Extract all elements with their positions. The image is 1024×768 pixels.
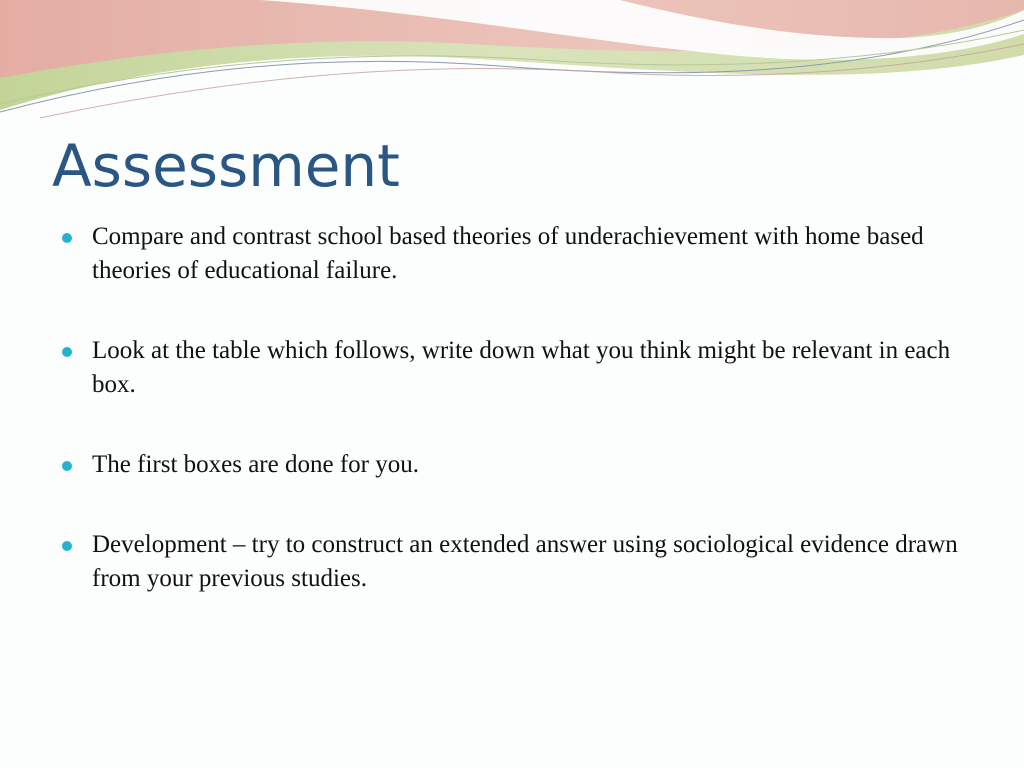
bullet-dot-icon <box>62 541 72 551</box>
bullet-dot-icon <box>62 347 72 357</box>
bullet-dot-icon <box>62 461 72 471</box>
bullet-dot-icon <box>62 233 72 243</box>
bullet-item <box>60 528 980 596</box>
bullet-item <box>60 448 980 482</box>
bullet-text: Look at the table which follows, write down what you think might be relevant in each box. <box>92 337 951 398</box>
bullet-text: Compare and contrast school based theories of underachievement with home based theories of educational failure. <box>92 223 924 284</box>
slide-title: Assessment <box>52 132 400 200</box>
bullet-item <box>60 334 980 402</box>
bullet-text: Development – try to construct an extended answer using sociological evidence drawn from your previous studies. <box>92 531 958 592</box>
bullet-item <box>60 220 980 288</box>
bullet-list <box>60 220 980 642</box>
bullet-text: The first boxes are done for you. <box>92 451 419 478</box>
header-wave-decoration <box>0 0 1024 130</box>
